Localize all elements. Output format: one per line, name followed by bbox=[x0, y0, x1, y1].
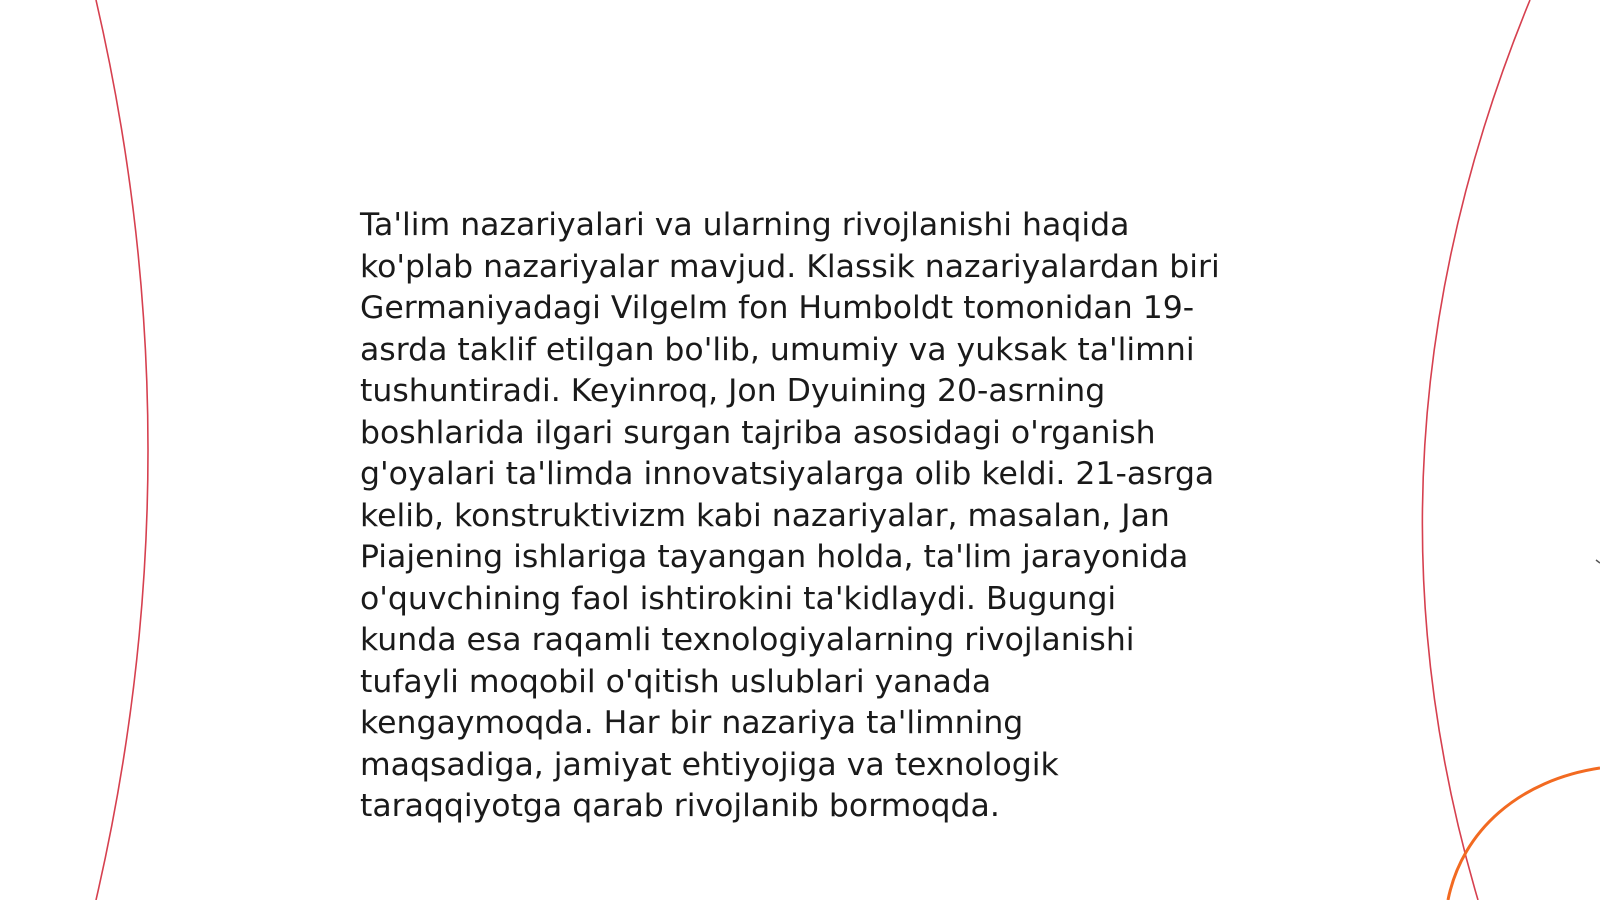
edge-mark bbox=[1596, 560, 1600, 563]
right-arc bbox=[1422, 0, 1530, 900]
body-paragraph: Ta'lim nazariyalari va ularning rivojlanishi haqida ko'plab nazariyalar mavjud. Klassik nazariyalardan biri Germaniyadagi Vilgelm fon Humboldt tomonidan 19- asrda taklif etilgan bo'lib, umumiy va yuksak ta'limni tushuntiradi. Keyinroq, Jon Dyuining 20-asrning boshlarida ilgari surgan tajriba asosidagi o'rganish g'oyalari ta'limda innovatsiyalarga olib keldi. 21-asrga kelib, konstruktivizm kabi nazariyalar, masalan, Jan Piajening ishlariga tayangan holda, ta'lim jarayonida o'quvchining faol ishtirokini ta'kidlaydi. Bugungi kunda esa raqamli texnologiyalarning rivojlanishi tufayli moqobil o'qitish uslublari yanada kengaymoqda. Har bir nazariya ta'limning maqsadiga, jamiyat ehtiyojiga va texnologik taraqqiyotga qarab rivojlanib bormoqda. bbox=[360, 207, 1220, 824]
orange-arc bbox=[1448, 768, 1600, 900]
left-arc bbox=[96, 0, 148, 900]
